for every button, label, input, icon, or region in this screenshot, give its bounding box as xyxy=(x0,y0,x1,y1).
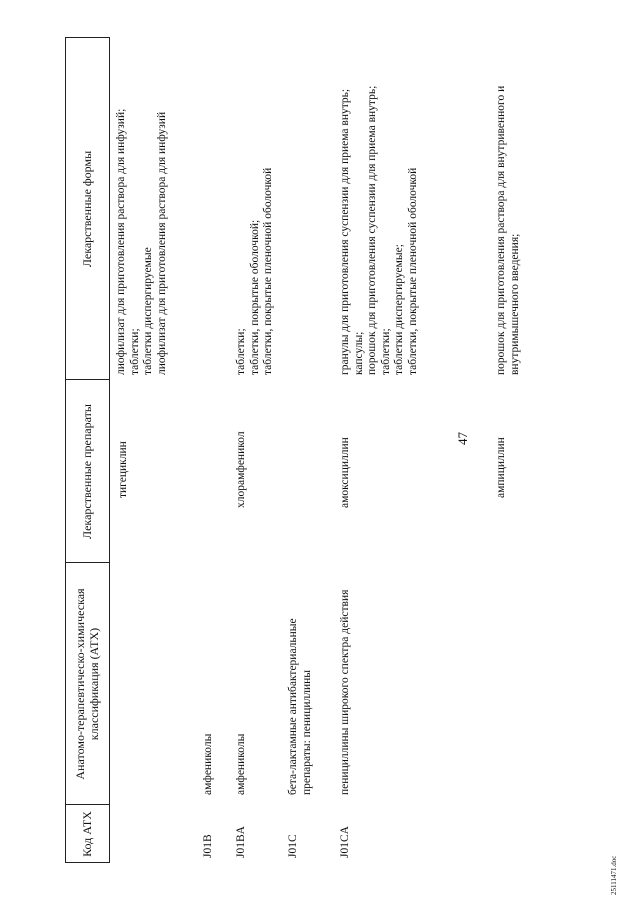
table-cell-drug: тигециклин xyxy=(117,441,129,498)
table-cell-code: J01B xyxy=(202,834,214,858)
table-cell-classification: бета-лактамные антибактериальные препараты: пенициллины xyxy=(287,618,313,795)
table-cell-code: J01BA xyxy=(235,826,247,858)
page-number: 47 xyxy=(455,432,470,445)
header-classification: Анатомо-терапевтическо-химическая классификация (АТХ) xyxy=(73,588,101,780)
table-cell-code: J01CA xyxy=(339,826,351,858)
table-cell-classification: пенициллины широкого спектра действия xyxy=(339,589,351,795)
table-cell-drug: ампициллин xyxy=(495,437,507,498)
table-cell-forms: порошок для приготовления раствора для внутривенного и внутримышечного введения; xyxy=(495,85,521,375)
header-forms: Лекарственные формы xyxy=(80,150,94,268)
header-bottom-border xyxy=(109,37,110,863)
drug-table xyxy=(65,37,605,863)
table-cell-classification: амфениколы xyxy=(202,733,214,795)
table-cell-forms: таблетки; таблетки, покрытые оболочкой; таблетки, покрытые пленочной оболочкой xyxy=(235,167,274,375)
table-cell-classification: амфениколы xyxy=(235,733,247,795)
footer-filename: 25111471.doc xyxy=(610,855,618,895)
table-cell-drug: амоксициллин xyxy=(339,437,351,508)
table-cell-drug: хлорамфеникол xyxy=(235,431,247,508)
header-code: Код АТХ xyxy=(80,811,94,857)
table-cell-forms: гранулы для приготовления суспензии для приема внутрь; капсулы; порошок для приготовления суспензии для приема внутрь; таблетки; таблетки диспергируемые; таблетки, покрытые пленочной оболочкой xyxy=(339,85,419,375)
table-cell-code: J01C xyxy=(287,834,299,858)
header-drugs: Лекарственные препараты xyxy=(80,404,94,539)
table-cell-forms: лиофилизат для приготовления раствора для инфузий; таблетки; таблетки диспергируемые лиофилизат для приготовления раствора для инфузий xyxy=(115,108,168,375)
